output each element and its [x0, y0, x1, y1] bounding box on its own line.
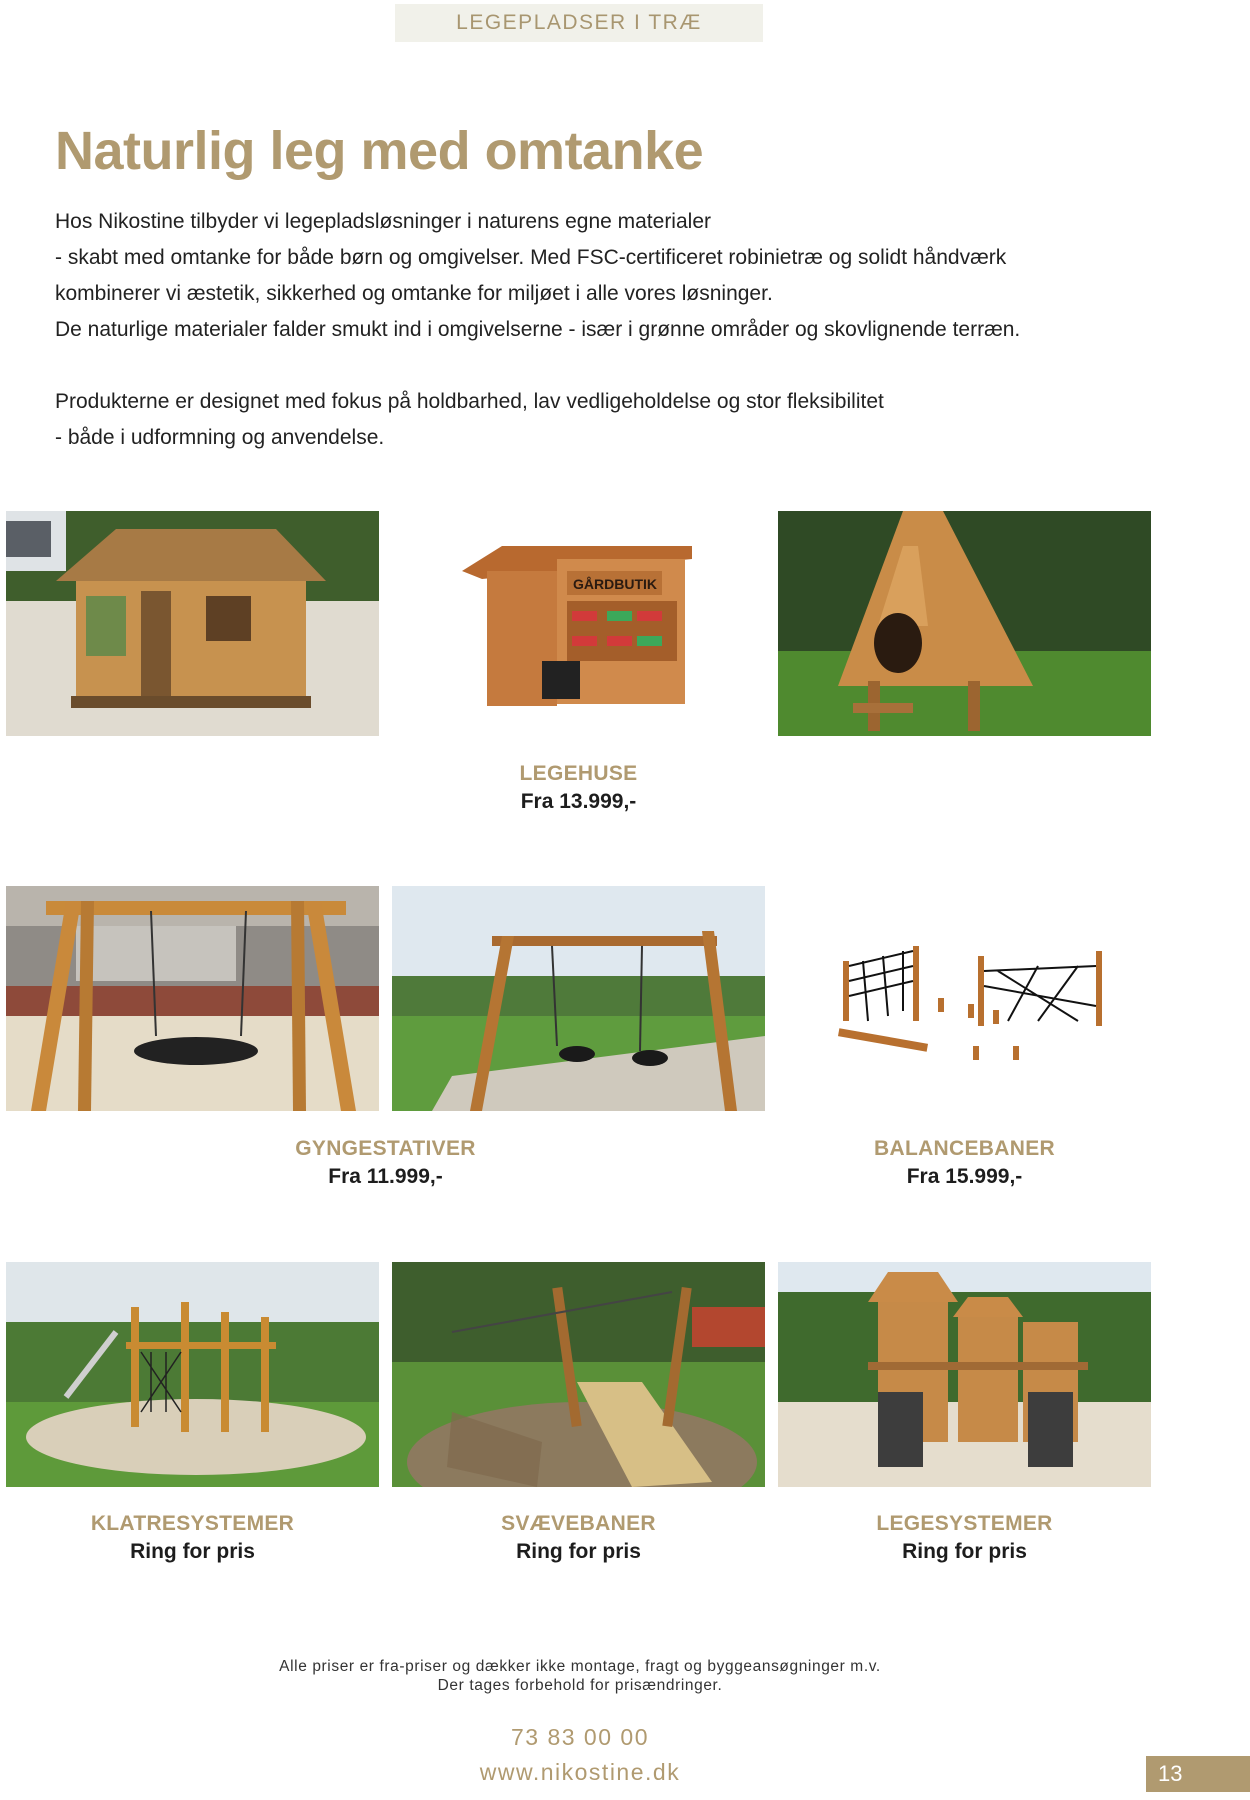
section-header-tag: LEGEPLADSER I TRÆ	[395, 4, 763, 42]
photo-farm-shop-playhouse	[392, 511, 765, 736]
intro-line: Hos Nikostine tilbyder vi legepladsløsninger i naturens egne materialer	[55, 210, 711, 233]
product-caption-gyngestativer	[199, 1135, 572, 1191]
price-disclaimer	[0, 1657, 1160, 1695]
intro-line: - både i udformning og anvendelse.	[55, 426, 385, 449]
product-name: KLATRESYSTEMER	[90, 1512, 295, 1535]
photo-zipline	[392, 1262, 765, 1487]
photo-nest-swing	[6, 886, 379, 1111]
product-caption-legehuse	[392, 760, 765, 816]
photo-balance-course	[778, 886, 1151, 1111]
page-number: 13	[1146, 1756, 1250, 1792]
product-name: GYNGESTATIVER	[295, 1137, 476, 1160]
product-name: LEGESYSTEMER	[876, 1512, 1053, 1535]
intro-text	[55, 204, 1215, 456]
intro-line: - skabt med omtanke for både børn og omgivelser. Med FSC-certificeret robinietræ og solidt håndværk	[55, 246, 1007, 269]
product-price: Fra 15.999,-	[906, 1165, 1023, 1188]
shop-sign-text: GÅRDBUTIK	[573, 576, 657, 592]
product-price: Ring for pris	[130, 1540, 255, 1563]
product-price: Fra 13.999,-	[520, 790, 637, 813]
disclaimer-line: Alle priser er fra-priser og dækker ikke montage, fragt og byggeansøgninger m.v.	[279, 1658, 881, 1675]
product-name: SVÆVEBANER	[501, 1512, 656, 1535]
photo-play-system	[778, 1262, 1151, 1487]
photo-a-frame-playhouse	[778, 511, 1151, 736]
product-caption-klatresystemer	[6, 1510, 379, 1566]
product-price: Ring for pris	[902, 1540, 1027, 1563]
footer-phone: 73 83 00 00	[510, 1724, 649, 1750]
photo-playhouse-sand	[6, 511, 379, 736]
photo-climbing-system	[6, 1262, 379, 1487]
page-title: Naturlig leg med omtanke	[55, 121, 704, 181]
intro-line: kombinerer vi æstetik, sikkerhed og omtanke for miljøet i alle vores løsninger.	[55, 282, 773, 305]
product-caption-balancebaner	[778, 1135, 1151, 1191]
intro-line: De naturlige materialer falder smukt ind i omgivelserne - især i grønne områder og skovlignende terræn.	[55, 318, 1021, 341]
disclaimer-line: Der tages forbehold for prisændringer.	[437, 1677, 723, 1694]
product-price: Fra 11.999,-	[328, 1165, 443, 1188]
footer-website-link[interactable]: www.nikostine.dk	[479, 1759, 681, 1785]
product-name: BALANCEBANER	[874, 1137, 1055, 1160]
product-caption-svaevebaner	[392, 1510, 765, 1566]
product-caption-legesystemer	[778, 1510, 1151, 1566]
photo-tire-swings	[392, 886, 765, 1111]
intro-line: Produkterne er designet med fokus på holdbarhed, lav vedligeholdelse og stor fleksibilitet	[55, 390, 884, 413]
product-name: LEGEHUSE	[519, 762, 638, 785]
product-price: Ring for pris	[516, 1540, 641, 1563]
